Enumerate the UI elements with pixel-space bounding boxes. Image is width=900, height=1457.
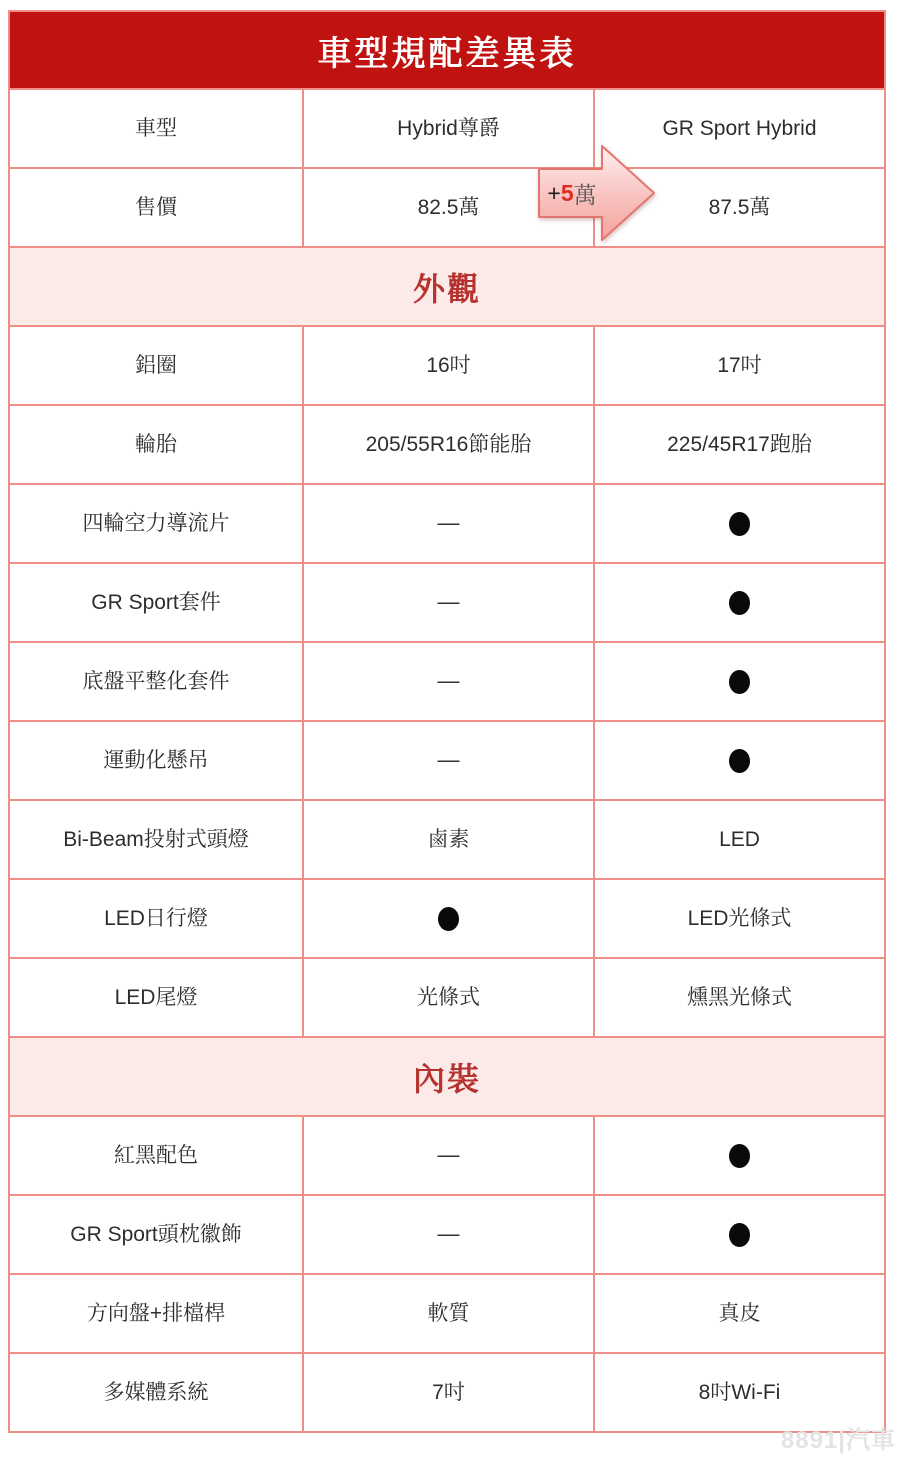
trim2-value [595,485,884,562]
cell-value-text: 光條式 [417,985,480,1009]
trim2-value [595,643,884,720]
table-row [10,641,884,720]
cell-value-text: 軟質 [427,1301,470,1325]
trim1-value [304,722,595,799]
price-delta-label [540,172,604,214]
table-row [10,1352,884,1431]
table-row [10,720,884,799]
trim2-value [595,1196,884,1273]
not-available-dash: — [437,747,460,773]
cell-value-text: GR Sport套件 [91,590,221,614]
cell-value-text: 17吋 [717,353,762,377]
trim1-value [304,485,595,562]
cell-value-text: 方向盤+排檔桿 [86,1301,226,1325]
not-available-dash: — [437,589,460,615]
price-trim2-text: 87.5萬 [708,195,771,219]
trim2-value [595,801,884,878]
trim1-value [304,959,595,1036]
header-row [10,88,884,167]
spec-comparison-table [8,10,886,1433]
table-row [10,483,884,562]
cell-value-text: 16吋 [426,353,471,377]
cell-value-text: 205/55R16節能胎 [365,432,532,456]
included-dot-icon [729,512,750,536]
price-label-text: 售價 [135,195,177,219]
table-row [10,325,884,404]
table-row [10,878,884,957]
cell-value-text: 真皮 [718,1301,761,1325]
cell-value-text: 四輪空力導流片 [82,511,230,535]
included-dot-icon [729,1223,750,1247]
sections-container [10,246,884,1431]
cell-value-text: 鋁圈 [135,353,177,377]
trim2-name-text: GR Sport Hybrid [662,116,817,140]
feature-label [10,564,304,641]
price-delta-unit: 萬 [573,181,597,208]
trim2-value [595,1117,884,1194]
table-title: 車型規配差異表 [10,12,884,88]
feature-label [10,959,304,1036]
section-title: 內裝 [10,1036,884,1115]
trim1-value [304,801,595,878]
trim1-value [304,880,595,957]
feature-label [10,485,304,562]
feature-label [10,801,304,878]
cell-value-text: 多媒體系統 [103,1380,209,1404]
cell-value-text: 運動化懸吊 [103,748,209,772]
trim1-value [304,643,595,720]
trim2-value [595,327,884,404]
trim2-value [595,406,884,483]
included-dot-icon [438,907,459,931]
not-available-dash: — [437,510,460,536]
header-feature-text: 車型 [135,116,177,140]
not-available-dash: — [437,668,460,694]
cell-value-text: 輪胎 [135,432,177,456]
site-watermark: 8891|汽車 [780,1427,896,1454]
feature-label [10,880,304,957]
trim1-value [304,564,595,641]
cell-value-text: 紅黑配色 [114,1143,198,1167]
feature-label [10,1196,304,1273]
feature-label [10,643,304,720]
trim1-value [304,1275,595,1352]
trim2-value [595,1275,884,1352]
cell-value-text: LED光條式 [687,906,792,930]
trim1-value [304,406,595,483]
cell-value-text: Bi-Beam投射式頭燈 [63,827,249,851]
header-feature-label [10,90,304,167]
table-row [10,404,884,483]
table-row [10,562,884,641]
price-trim1-text: 82.5萬 [417,195,480,219]
cell-value-text: 鹵素 [427,827,470,851]
table-row [10,799,884,878]
not-available-dash: — [437,1142,460,1168]
trim1-value [304,1117,595,1194]
price-label [10,169,304,246]
feature-label [10,406,304,483]
feature-label [10,722,304,799]
trim1-value [304,327,595,404]
cell-value-text: 225/45R17跑胎 [667,432,812,456]
table-row [10,1273,884,1352]
trim2-value [595,880,884,957]
trim2-value [595,959,884,1036]
cell-value-text: 7吋 [432,1380,465,1404]
table-row [10,1115,884,1194]
trim1-value [304,1196,595,1273]
price-row [10,167,884,246]
included-dot-icon [729,1144,750,1168]
trim1-name-text: Hybrid尊爵 [397,116,500,140]
trim2-value [595,722,884,799]
included-dot-icon [729,670,750,694]
feature-label [10,1354,304,1431]
included-dot-icon [729,591,750,615]
table-row [10,957,884,1036]
cell-value-text: 底盤平整化套件 [82,669,230,693]
included-dot-icon [729,749,750,773]
price-delta-plus: + [547,179,561,206]
cell-value-text: LED日行燈 [104,906,208,930]
section-title: 外觀 [10,246,884,325]
cell-value-text: 8吋Wi-Fi [698,1380,781,1404]
cell-value-text: GR Sport頭枕徽飾 [70,1222,242,1246]
price-delta-amount: 5 [560,179,574,206]
trim1-value [304,1354,595,1431]
feature-label [10,1117,304,1194]
cell-value-text: 燻黑光條式 [687,985,792,1009]
not-available-dash: — [437,1221,460,1247]
cell-value-text: LED尾燈 [114,985,198,1009]
feature-label [10,327,304,404]
cell-value-text: LED [719,827,760,851]
trim2-value [595,564,884,641]
feature-label [10,1275,304,1352]
table-row [10,1194,884,1273]
